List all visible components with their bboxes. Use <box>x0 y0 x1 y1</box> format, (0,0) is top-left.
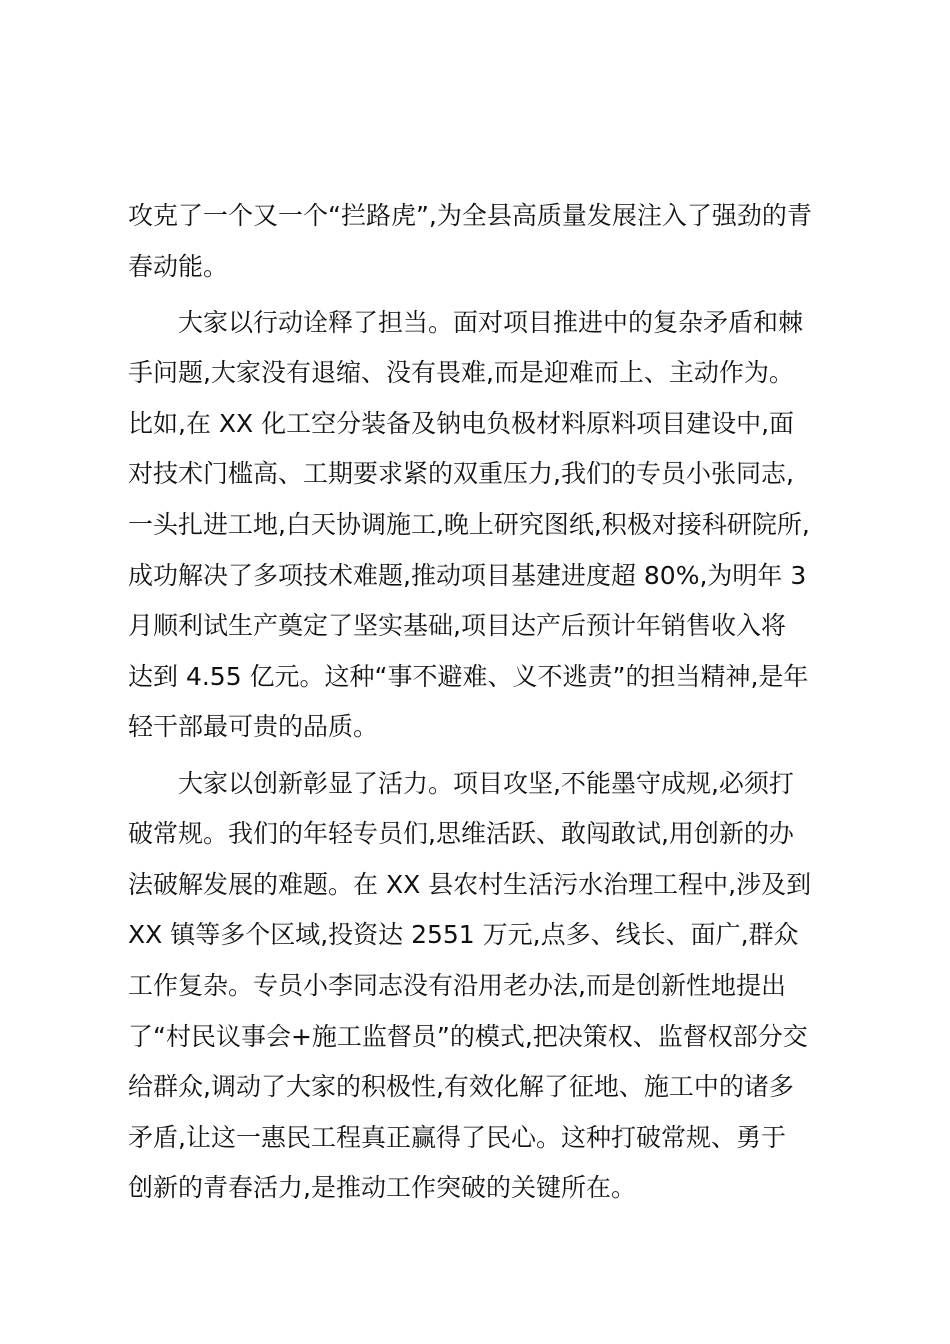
paragraph-first-line: 大家以行动诠释了担当。面对项目推进中的复杂矛盾和棘 <box>178 307 804 337</box>
paragraph-line: 工作复杂。专员小李同志没有沿用老办法,而是创新性地提出 <box>128 970 786 1000</box>
paragraph-line: XX 镇等多个区域,投资达 2551 万元,点多、线长、面广,群众 <box>128 920 799 950</box>
paragraph-first-line: 大家以创新彰显了活力。项目攻坚,不能墨守成规,必须打 <box>178 768 794 798</box>
paragraph-line: 对技术门槛高、工期要求紧的双重压力,我们的专员小张同志, <box>128 459 794 489</box>
paragraph-2 <box>128 298 828 753</box>
paragraph-line: 矛盾,让这一惠民工程真正赢得了民心。这种打破常规、勇于 <box>128 1122 786 1152</box>
paragraph-line: 达到 4.55 亿元。这种“事不避难、义不逃责”的担当精神,是年 <box>128 661 809 691</box>
paragraph-line: 一头扎进工地,白天协调施工,晚上研究图纸,积极对接科研院所, <box>128 510 810 540</box>
paragraph-line: 了“村民议事会+施工监督员”的模式,把决策权、监督权部分交 <box>128 1021 808 1051</box>
paragraph-line: 攻克了一个又一个“拦路虎”,为全县高质量发展注入了强劲的青 <box>128 201 812 230</box>
paragraph-1 <box>128 191 828 292</box>
document-body <box>128 191 828 1214</box>
paragraph-line: 破常规。我们的年轻专员们,思维活跃、敢闯敢试,用创新的办 <box>128 819 794 849</box>
paragraph-line: 给群众,调动了大家的积极性,有效化解了征地、施工中的诸多 <box>128 1072 794 1102</box>
paragraph-line: 创新的青春活力,是推动工作突破的关键所在。 <box>128 1173 636 1203</box>
paragraph-line: 轻干部最可贵的品质。 <box>128 712 379 742</box>
paragraph-3 <box>128 759 828 1214</box>
paragraph-line: 比如,在 XX 化工空分装备及钠电负极材料原料项目建设中,面 <box>128 408 795 438</box>
paragraph-line: 成功解决了多项技术难题,推动项目基建进度超 80%,为明年 3 <box>128 560 807 590</box>
paragraph-line: 法破解发展的难题。在 XX 县农村生活污水治理工程中,涉及到 <box>128 869 812 899</box>
paragraph-line: 月顺利试生产奠定了坚实基础,项目达产后预计年销售收入将 <box>128 611 786 641</box>
paragraph-line: 春动能。 <box>128 251 229 281</box>
paragraph-line: 手问题,大家没有退缩、没有畏难,而是迎难而上、主动作为。 <box>128 358 794 388</box>
